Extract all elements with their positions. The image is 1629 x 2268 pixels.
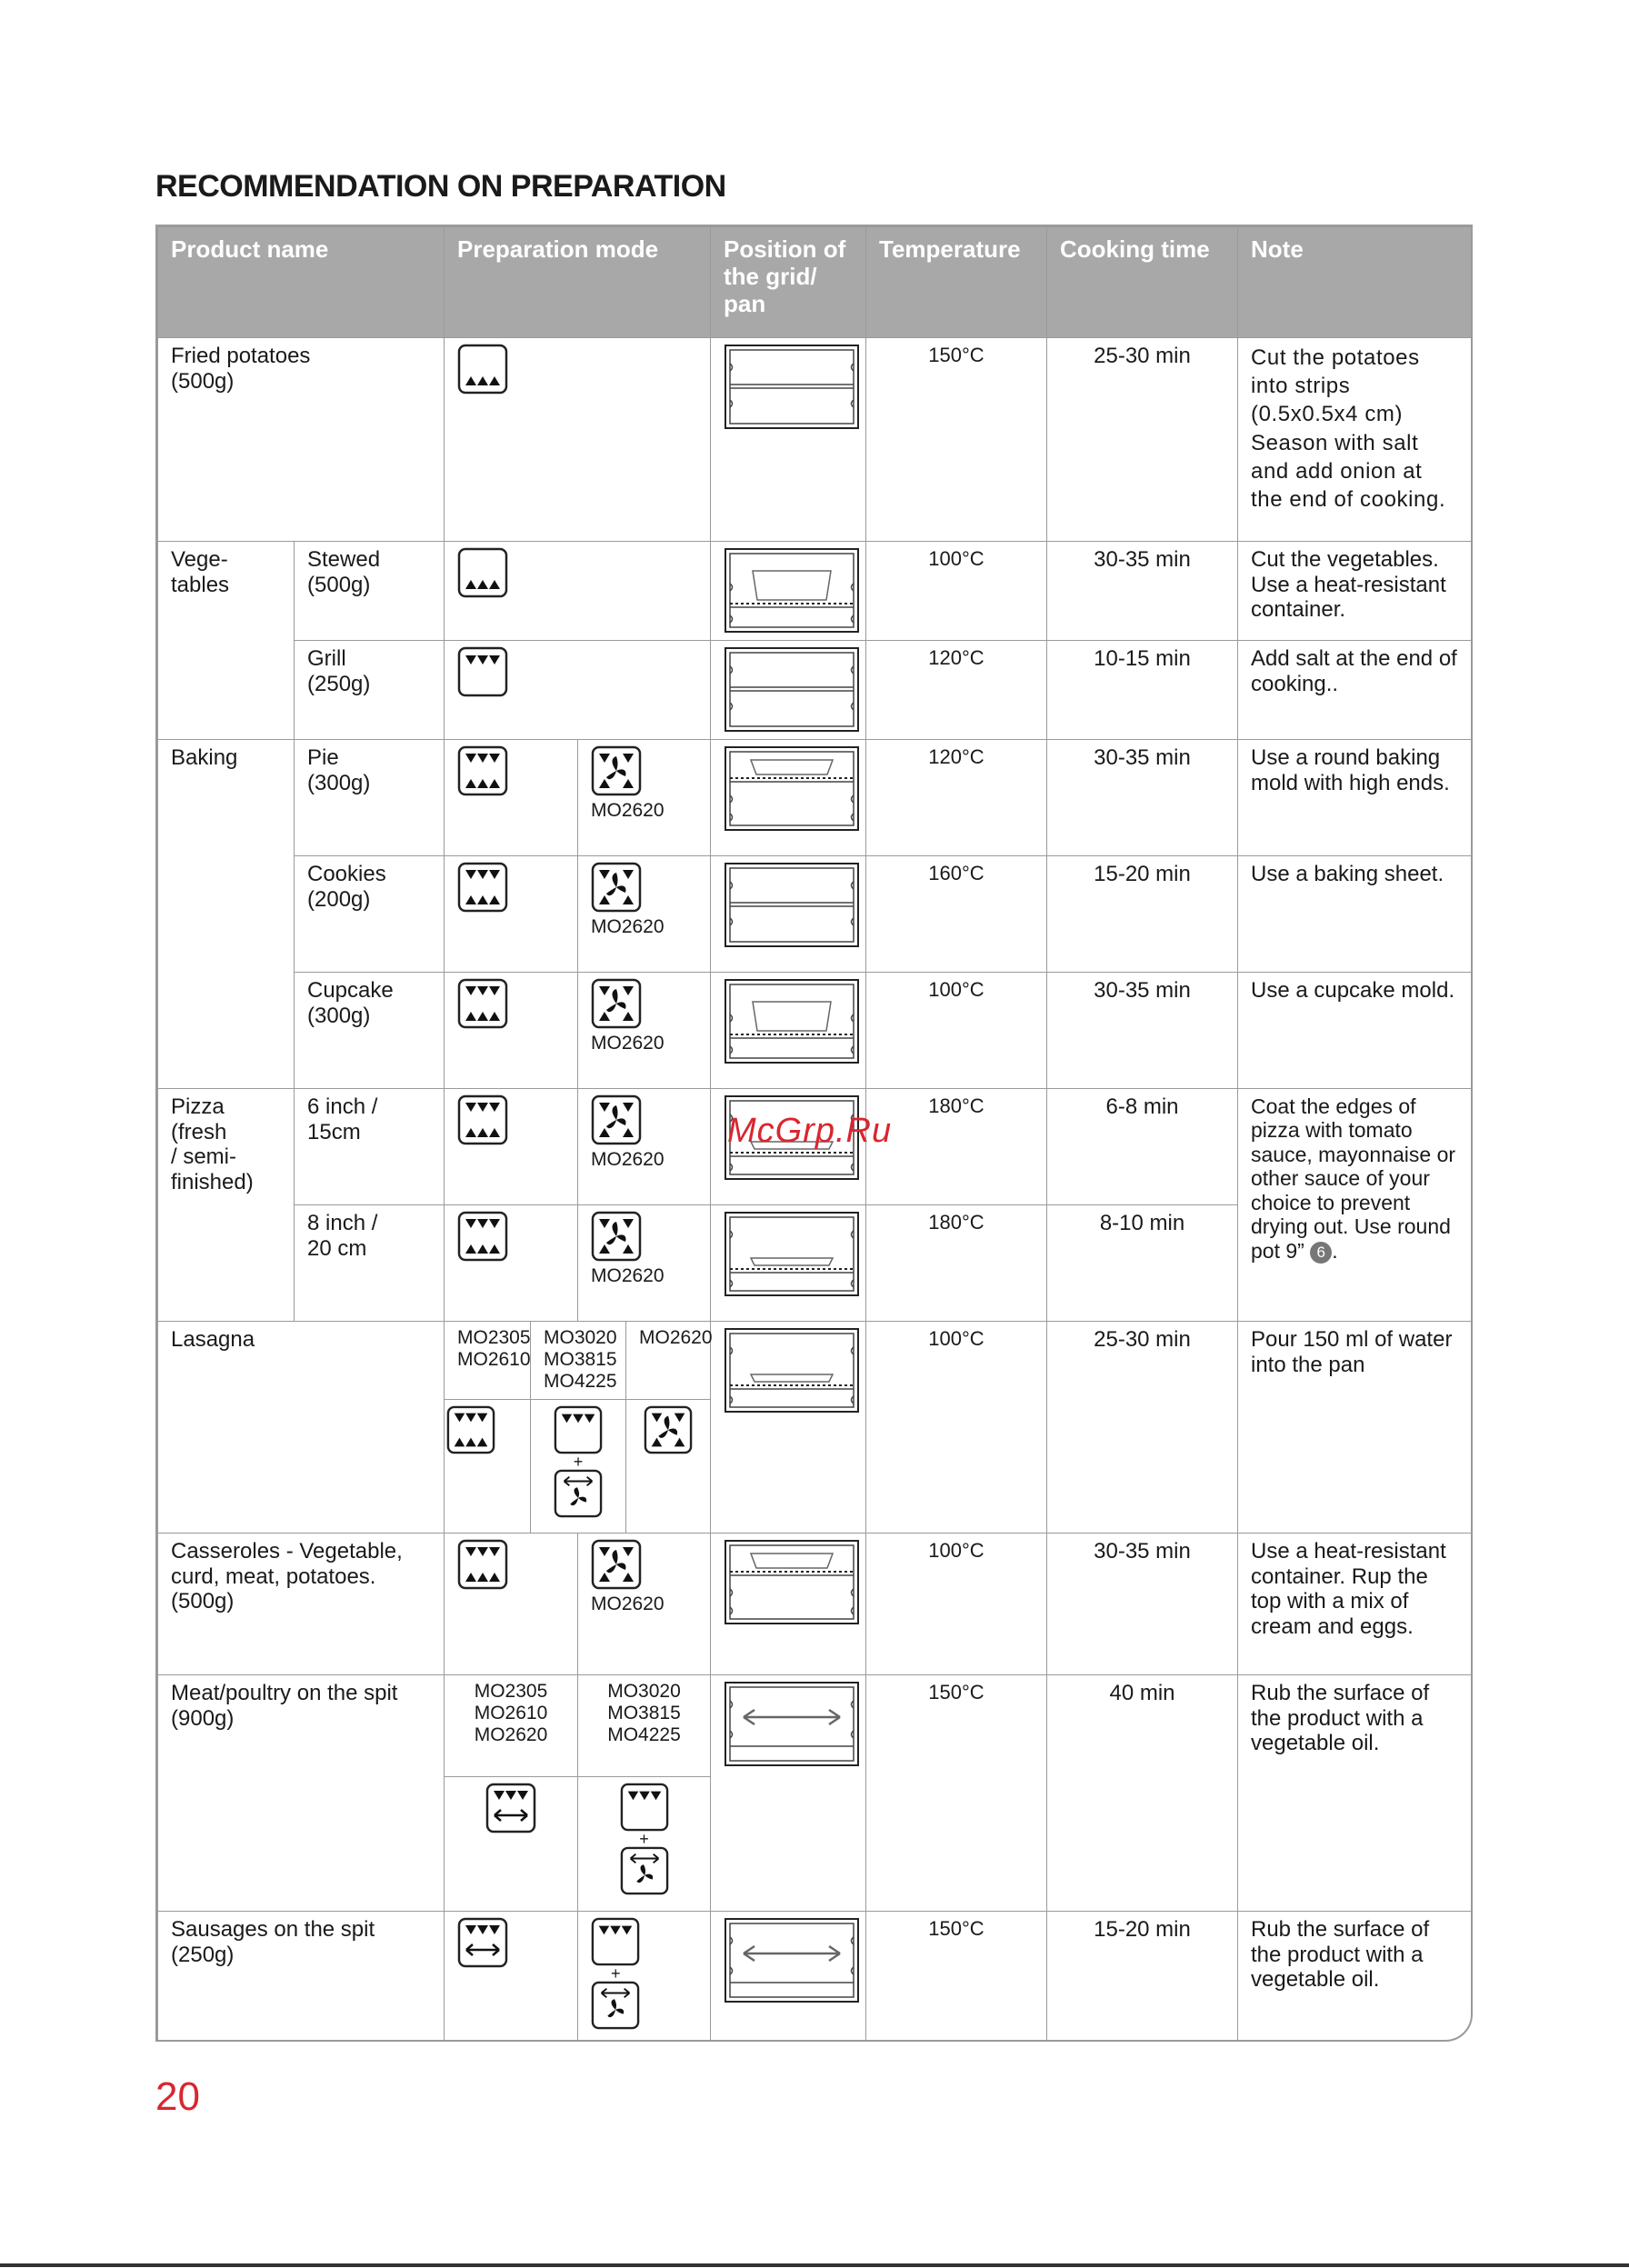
oven-position-icon: [724, 344, 860, 430]
model-list: MO2305 MO2610 MO2620: [445, 1675, 578, 1777]
mode-cell: [445, 1205, 578, 1322]
table-row: [158, 856, 1472, 973]
model-label: MO2620: [591, 1594, 665, 1614]
temperature: 120°C: [866, 641, 1047, 740]
cooking-time: 25-30 min: [1047, 338, 1238, 542]
header-note: Note: [1238, 227, 1472, 338]
top-heat-icon: [591, 1917, 640, 1966]
position-cell: [711, 740, 866, 856]
mode-cell: [578, 740, 711, 856]
model-label: MO2620: [591, 916, 665, 937]
bottom-heat-icon: [457, 547, 508, 598]
top-bottom-heat-icon: [457, 1211, 508, 1262]
position-cell: [711, 973, 866, 1089]
mode-cell: [445, 856, 578, 973]
cooking-time: 6-8 min: [1047, 1089, 1238, 1205]
table-header-row: [158, 227, 1472, 338]
page-title: RECOMMENDATION ON PREPARATION: [155, 169, 726, 204]
position-cell: [711, 542, 866, 641]
position-cell: [711, 1205, 866, 1322]
temperature: 150°C: [866, 338, 1047, 542]
watermark: McGrp.Ru: [727, 1112, 893, 1150]
product-name: Stewed (500g): [295, 542, 445, 641]
oven-position-icon: [724, 978, 860, 1064]
mode-cell: [578, 1912, 711, 2043]
model-list: MO2305 MO2610: [445, 1322, 531, 1400]
product-group: Vege- tables: [158, 542, 295, 740]
top-bottom-heat-icon: [446, 1405, 495, 1454]
product-group: Baking: [158, 740, 295, 1089]
note: Rub the surface of the product with a vegetable oil.: [1238, 1912, 1472, 2043]
mode-cell: [445, 1089, 578, 1205]
fan-icon: [591, 1981, 640, 2030]
plus-sign: +: [573, 1453, 584, 1471]
top-bottom-heat-icon: [457, 862, 508, 913]
note: Use a baking sheet.: [1238, 856, 1472, 973]
oven-position-icon: [724, 745, 860, 832]
oven-position-icon: [724, 1917, 860, 2003]
fan-heat-icon: [591, 1539, 642, 1590]
oven-position-icon: [724, 862, 860, 948]
temperature: 150°C: [866, 1675, 1047, 1912]
bottom-rule: [0, 2263, 1629, 2267]
note-text: Coat the edges of pizza with tomato sauce, mayonnaise or other sauce of your choice to prevent drying out. Use round pot 9”: [1251, 1094, 1456, 1263]
mode-cell: [626, 1400, 711, 1534]
table-row: [158, 542, 1472, 641]
table-row: [158, 338, 1472, 542]
mode-cell: [445, 973, 578, 1089]
temperature: 100°C: [866, 973, 1047, 1089]
page-number: 20: [155, 2074, 200, 2119]
fan-heat-icon: [644, 1405, 693, 1454]
mode-cell: [445, 542, 711, 641]
model-label: MO2620: [591, 1265, 665, 1286]
cooking-time: 8-10 min: [1047, 1205, 1238, 1322]
fan-heat-icon: [591, 862, 642, 913]
product-name: Casseroles - Vegetable, curd, meat, potatoes. (500g): [158, 1534, 445, 1675]
model-list: MO3020 MO3815 MO4225: [531, 1322, 626, 1400]
mode-cell: [445, 740, 578, 856]
rotisserie-icon: [485, 1783, 536, 1833]
note: Rub the surface of the product with a vegetable oil.: [1238, 1675, 1472, 1912]
cooking-time: 30-35 min: [1047, 1534, 1238, 1675]
plus-sign: +: [611, 1964, 621, 1983]
temperature: 100°C: [866, 1322, 1047, 1534]
model-list: MO2620: [626, 1322, 711, 1400]
cooking-time: 15-20 min: [1047, 856, 1238, 973]
position-cell: [711, 1912, 866, 2043]
position-cell: [711, 641, 866, 740]
fan-heat-icon: [591, 1094, 642, 1145]
header-temperature: Temperature: [866, 227, 1047, 338]
cooking-time: 15-20 min: [1047, 1912, 1238, 2043]
temperature: 100°C: [866, 1534, 1047, 1675]
product-name: Lasagna: [158, 1322, 445, 1534]
top-heat-icon: [620, 1783, 669, 1832]
product-name: Cookies (200g): [295, 856, 445, 973]
temperature: 180°C: [866, 1205, 1047, 1322]
note: Pour 150 ml of water into the pan: [1238, 1322, 1472, 1534]
model-list: MO3020 MO3815 MO4225: [578, 1675, 711, 1777]
cooking-time: 40 min: [1047, 1675, 1238, 1912]
position-cell: [711, 856, 866, 973]
mode-cell: [445, 1534, 578, 1675]
fan-heat-icon: [591, 978, 642, 1029]
fan-icon: [620, 1846, 669, 1895]
product-name: Sausages on the spit (250g): [158, 1912, 445, 2043]
header-cooking-time: Cooking time: [1047, 227, 1238, 338]
model-label: MO2620: [591, 1149, 665, 1170]
reference-badge: 6: [1310, 1242, 1332, 1264]
note: Use a round baking mold with high ends.: [1238, 740, 1472, 856]
header-position: Position of the grid/ pan: [711, 227, 866, 338]
mode-cell: [578, 856, 711, 973]
header-mode: Preparation mode: [445, 227, 711, 338]
top-bottom-heat-icon: [457, 978, 508, 1029]
table-row: [158, 1912, 1472, 2043]
position-cell: [711, 1322, 866, 1534]
note: Cut the potatoes into strips (0.5x0.5x4 cm) Season with salt and add onion at the end of cooking.: [1238, 338, 1472, 542]
oven-position-icon: [724, 646, 860, 733]
fan-icon: [554, 1469, 603, 1518]
mode-cell: [578, 1777, 711, 1912]
model-label: MO2620: [591, 1033, 665, 1054]
note: Cut the vegetables. Use a heat-resistant container.: [1238, 542, 1472, 641]
top-bottom-heat-icon: [457, 745, 508, 796]
mode-cell: [445, 1400, 531, 1534]
cooking-time: 30-35 min: [1047, 740, 1238, 856]
cooking-time: 25-30 min: [1047, 1322, 1238, 1534]
mode-cell: [531, 1400, 626, 1534]
product-name: Cupcake (300g): [295, 973, 445, 1089]
table-row: [158, 641, 1472, 740]
oven-position-icon: [724, 1327, 860, 1414]
top-heat-icon: [457, 646, 508, 697]
bottom-heat-icon: [457, 344, 508, 395]
top-bottom-heat-icon: [457, 1094, 508, 1145]
top-bottom-heat-icon: [457, 1539, 508, 1590]
product-name: Meat/poultry on the spit (900g): [158, 1675, 445, 1912]
product-group: Pizza (fresh / semi- finished): [158, 1089, 295, 1322]
mode-cell: [445, 1777, 578, 1912]
mode-cell: [445, 338, 711, 542]
model-label: MO2620: [591, 800, 665, 821]
header-product: Product name: [158, 227, 445, 338]
product-name: Pie (300g): [295, 740, 445, 856]
position-cell: [711, 338, 866, 542]
mode-cell: [578, 1089, 711, 1205]
top-heat-icon: [554, 1405, 603, 1454]
fan-heat-icon: [591, 1211, 642, 1262]
product-name: Grill (250g): [295, 641, 445, 740]
cooking-time: 30-35 min: [1047, 973, 1238, 1089]
note: Use a cupcake mold.: [1238, 973, 1472, 1089]
mode-cell: [578, 1534, 711, 1675]
table-row: [158, 1322, 1472, 1400]
table-row: [158, 1534, 1472, 1675]
table-row: [158, 973, 1472, 1089]
note: Use a heat-resistant container. Rup the top with a mix of cream and eggs.: [1238, 1534, 1472, 1675]
temperature: 100°C: [866, 542, 1047, 641]
mode-cell: [445, 1912, 578, 2043]
table-row: [158, 1675, 1472, 1777]
mode-cell: [445, 641, 711, 740]
temperature: 180°C: [866, 1089, 1047, 1205]
product-name: 6 inch / 15cm: [295, 1089, 445, 1205]
oven-position-icon: [724, 1211, 860, 1297]
temperature: 160°C: [866, 856, 1047, 973]
temperature: 150°C: [866, 1912, 1047, 2043]
position-cell: [711, 1675, 866, 1912]
oven-position-icon: [724, 1681, 860, 1767]
rotisserie-icon: [457, 1917, 508, 1968]
product-name: Fried potatoes (500g): [158, 338, 445, 542]
fan-heat-icon: [591, 745, 642, 796]
table-row: [158, 740, 1472, 856]
plus-sign: +: [639, 1830, 649, 1848]
note: Coat the edges of pizza with tomato sauce, mayonnaise or other sauce of your choice to prevent drying out. Use round pot 9” 6 .: [1238, 1089, 1472, 1322]
cooking-time: 10-15 min: [1047, 641, 1238, 740]
cooking-time: 30-35 min: [1047, 542, 1238, 641]
oven-position-icon: [724, 1539, 860, 1625]
product-name: 8 inch / 20 cm: [295, 1205, 445, 1322]
oven-position-icon: [724, 547, 860, 634]
mode-cell: [578, 973, 711, 1089]
mode-cell: [578, 1205, 711, 1322]
position-cell: [711, 1534, 866, 1675]
temperature: 120°C: [866, 740, 1047, 856]
note: Add salt at the end of cooking..: [1238, 641, 1472, 740]
